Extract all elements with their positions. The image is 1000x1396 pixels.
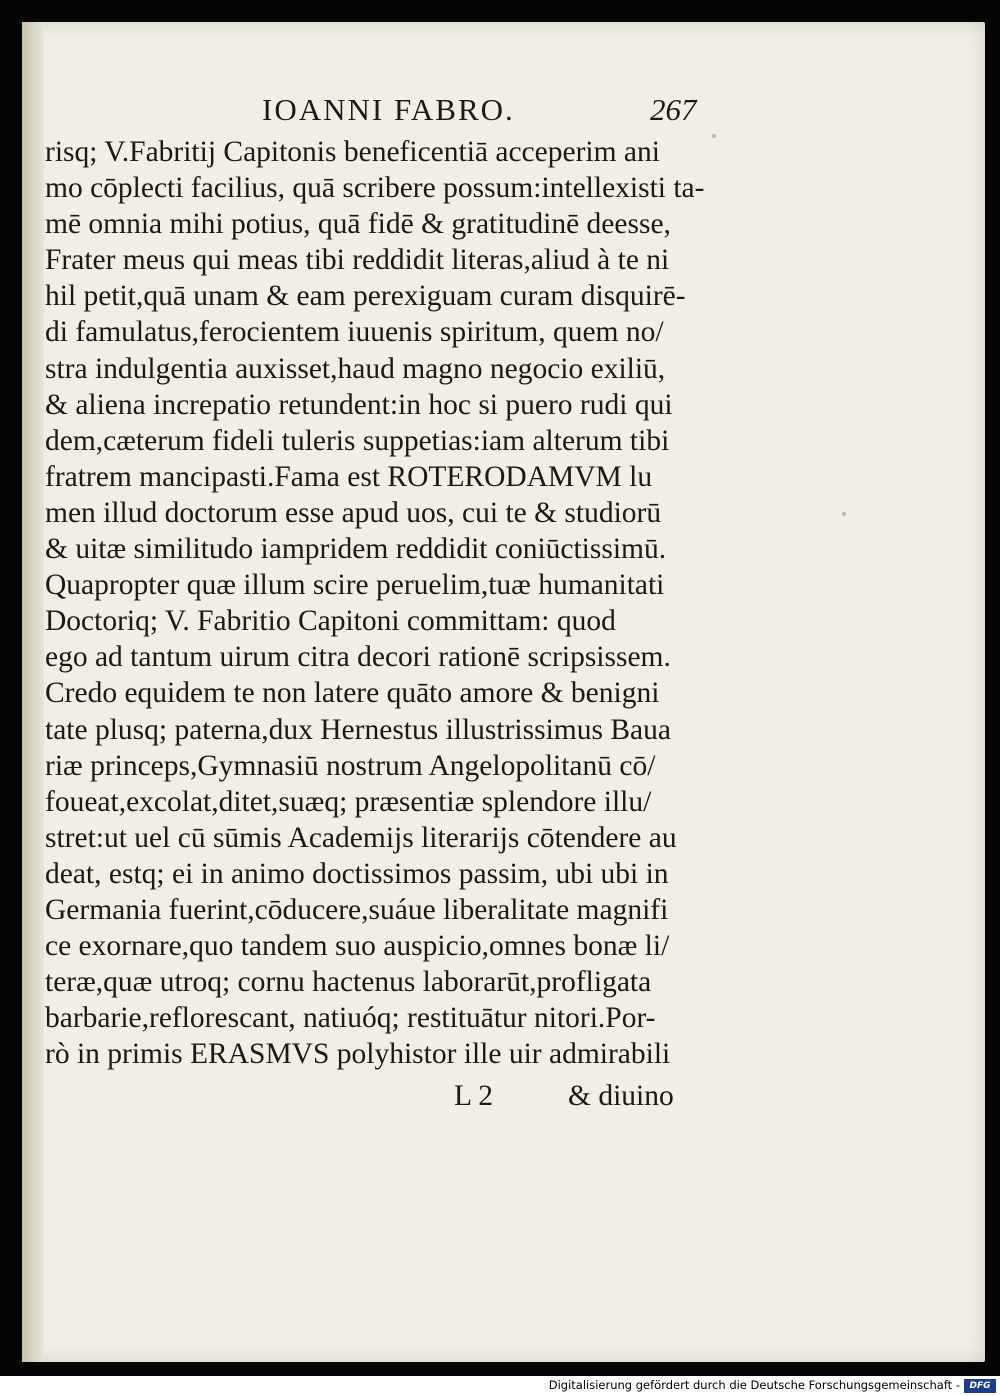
text-line: mē omnia mihi potius, quā fidē & gratitudinē deesse, bbox=[45, 208, 671, 241]
text-line: risq; V.Fabritij Capitonis beneficentiā acceperim ani bbox=[45, 136, 660, 168]
text-line: Credo equidem te non latere quāto amore & benigni bbox=[45, 677, 660, 710]
text-line: barbarie,reflorescant, natiuóq; restituātur nitori.Por- bbox=[45, 1002, 656, 1035]
text-line: ego ad tantum uirum citra decori rationē scripsissem. bbox=[45, 641, 671, 674]
page-gutter-shadow bbox=[22, 22, 44, 1362]
catchword: & diuino bbox=[568, 1080, 674, 1112]
text-line: fratrem mancipasti.Fama est ROTERODAMVM lu bbox=[45, 460, 653, 493]
digitization-footer bbox=[0, 1376, 1000, 1396]
text-line: Germania fuerint,cōducere,suáue liberalitate magnifi bbox=[45, 893, 669, 926]
text-line: tate plusq; paterna,dux Hernestus illustrissimus Baua bbox=[45, 713, 671, 746]
text-line: Quapropter quæ illum scire peruelim,tuæ humanitati bbox=[45, 569, 665, 602]
text-line: & aliena increpatio retundent:in hoc si puero rudi qui bbox=[45, 388, 673, 421]
text-line: stra indulgentia auxisset,haud magno negocio exiliū, bbox=[45, 352, 666, 385]
text-line: stret:ut uel cū sūmis Academijs literarijs cōtendere au bbox=[45, 821, 677, 854]
text-block bbox=[45, 134, 715, 1072]
signature-mark: L 2 bbox=[454, 1080, 494, 1112]
text-line: foueat,excolat,ditet,suæq; præsentiæ splendore illu/ bbox=[45, 785, 652, 818]
text-line: Doctoriq; V. Fabritio Capitoni committam: quod bbox=[45, 605, 616, 638]
text-line: rò in primis ERASMVS polyhistor ille uir admirabili bbox=[45, 1038, 671, 1071]
text-line: Frater meus qui meas tibi reddidit literas,aliud à te ni bbox=[45, 244, 670, 277]
dfg-logo-icon: DFG bbox=[964, 1379, 996, 1393]
text-line: di famulatus,ferocientem iuuenis spiritum, quem no/ bbox=[45, 316, 664, 349]
text-line: ce exornare,quo tandem suo auspicio,omnes bonæ li/ bbox=[45, 930, 670, 963]
text-line: deat, estq; ei in animo doctissimos passim, ubi ubi in bbox=[45, 857, 669, 890]
running-head: IOANNI FABRO. bbox=[262, 92, 515, 127]
paper-speck bbox=[712, 134, 716, 138]
text-line: mo cōplecti facilius, quā scribere possum:intellexisti ta- bbox=[45, 172, 705, 205]
text-line: riæ princeps,Gymnasiū nostrum Angelopolitanū cō/ bbox=[45, 749, 656, 782]
text-line: hil petit,quā unam & eam perexiguam curam disquirē- bbox=[45, 280, 686, 313]
text-line: & uitæ similitudo iampridem reddidit coniūctissimū. bbox=[45, 533, 667, 566]
book-page bbox=[22, 22, 985, 1362]
page-number: 267 bbox=[650, 92, 697, 127]
text-line: men illud doctorum esse apud uos, cui te & studiorū bbox=[45, 496, 662, 529]
funding-credit: Digitalisierung gefördert durch die Deutsche Forschungsgemeinschaft - bbox=[548, 1378, 960, 1392]
text-line: teræ,quæ utroq; cornu hactenus laborarūt,profligata bbox=[45, 966, 652, 999]
text-line: dem,cæterum fideli tuleris suppetias:iam alterum tibi bbox=[45, 424, 670, 457]
paper-speck bbox=[842, 512, 846, 516]
